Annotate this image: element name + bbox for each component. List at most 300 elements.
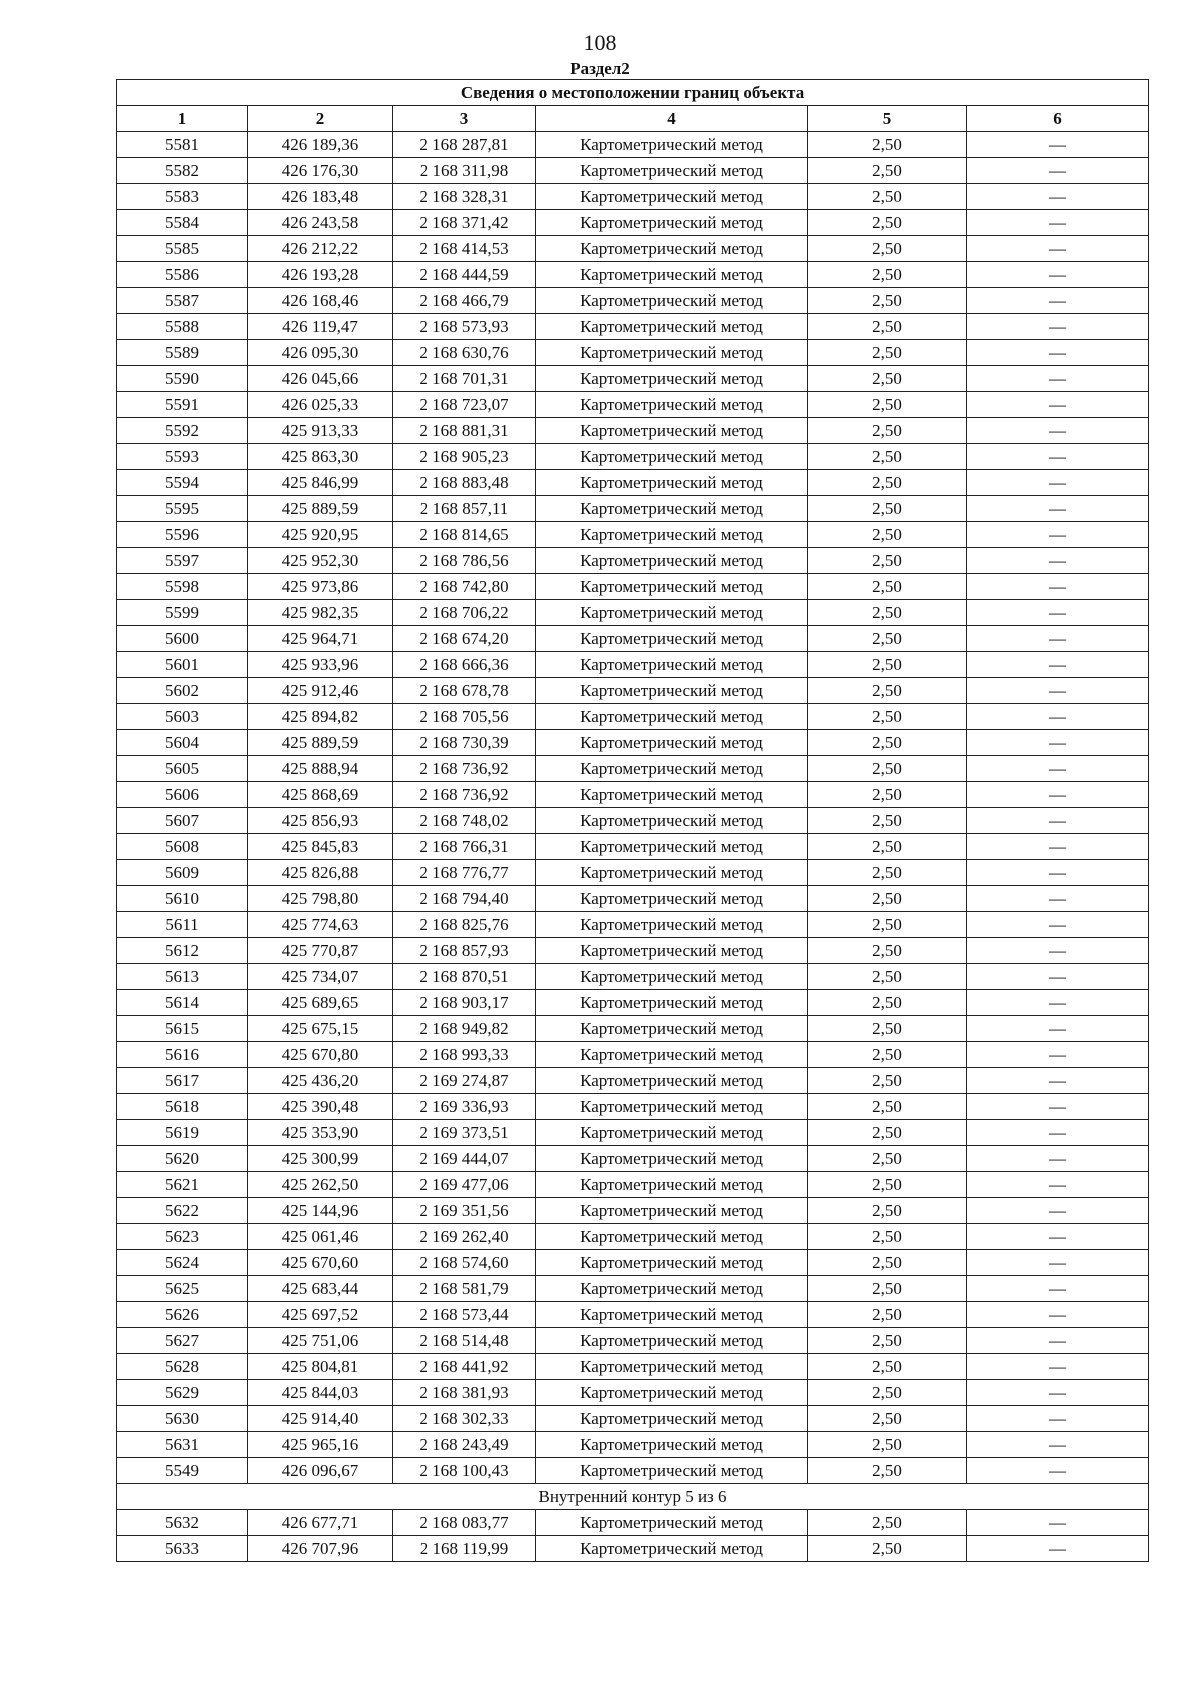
y-coordinate-cell: 2 168 701,31 bbox=[393, 366, 536, 392]
point-number-cell: 5612 bbox=[117, 938, 248, 964]
point-number-cell: 5628 bbox=[117, 1354, 248, 1380]
x-coordinate-cell: 426 096,67 bbox=[248, 1458, 393, 1484]
table-row bbox=[117, 1120, 1149, 1146]
y-coordinate-cell: 2 168 666,36 bbox=[393, 652, 536, 678]
note-cell: — bbox=[967, 808, 1149, 834]
table-row bbox=[117, 1016, 1149, 1042]
x-coordinate-cell: 425 920,95 bbox=[248, 522, 393, 548]
method-cell: Картометрический метод bbox=[536, 288, 808, 314]
y-coordinate-cell: 2 168 441,92 bbox=[393, 1354, 536, 1380]
column-header: 4 bbox=[536, 106, 808, 132]
point-number-cell: 5619 bbox=[117, 1120, 248, 1146]
y-coordinate-cell: 2 169 477,06 bbox=[393, 1172, 536, 1198]
table-row bbox=[117, 184, 1149, 210]
note-cell: — bbox=[967, 1172, 1149, 1198]
method-cell: Картометрический метод bbox=[536, 964, 808, 990]
note-cell: — bbox=[967, 912, 1149, 938]
y-coordinate-cell: 2 168 857,11 bbox=[393, 496, 536, 522]
table-row bbox=[117, 1458, 1149, 1484]
accuracy-cell: 2,50 bbox=[808, 1302, 967, 1328]
x-coordinate-cell: 425 933,96 bbox=[248, 652, 393, 678]
note-cell: — bbox=[967, 418, 1149, 444]
table-row bbox=[117, 574, 1149, 600]
note-cell: — bbox=[967, 132, 1149, 158]
note-cell: — bbox=[967, 886, 1149, 912]
accuracy-cell: 2,50 bbox=[808, 1042, 967, 1068]
table-row bbox=[117, 678, 1149, 704]
point-number-cell: 5582 bbox=[117, 158, 248, 184]
column-header-row bbox=[117, 106, 1149, 132]
x-coordinate-cell: 425 914,40 bbox=[248, 1406, 393, 1432]
accuracy-cell: 2,50 bbox=[808, 1120, 967, 1146]
table-row bbox=[117, 1094, 1149, 1120]
y-coordinate-cell: 2 168 444,59 bbox=[393, 262, 536, 288]
table-row bbox=[117, 1250, 1149, 1276]
x-coordinate-cell: 425 798,80 bbox=[248, 886, 393, 912]
point-number-cell: 5615 bbox=[117, 1016, 248, 1042]
note-cell: — bbox=[967, 574, 1149, 600]
method-cell: Картометрический метод bbox=[536, 366, 808, 392]
method-cell: Картометрический метод bbox=[536, 574, 808, 600]
accuracy-cell: 2,50 bbox=[808, 1016, 967, 1042]
point-number-cell: 5608 bbox=[117, 834, 248, 860]
column-header: 3 bbox=[393, 106, 536, 132]
accuracy-cell: 2,50 bbox=[808, 730, 967, 756]
y-coordinate-cell: 2 168 581,79 bbox=[393, 1276, 536, 1302]
x-coordinate-cell: 425 353,90 bbox=[248, 1120, 393, 1146]
accuracy-cell: 2,50 bbox=[808, 1094, 967, 1120]
method-cell: Картометрический метод bbox=[536, 1432, 808, 1458]
accuracy-cell: 2,50 bbox=[808, 366, 967, 392]
point-number-cell: 5581 bbox=[117, 132, 248, 158]
point-number-cell: 5590 bbox=[117, 366, 248, 392]
point-number-cell: 5610 bbox=[117, 886, 248, 912]
method-cell: Картометрический метод bbox=[536, 444, 808, 470]
table-row bbox=[117, 548, 1149, 574]
table-row bbox=[117, 1276, 1149, 1302]
note-cell: — bbox=[967, 1120, 1149, 1146]
accuracy-cell: 2,50 bbox=[808, 678, 967, 704]
y-coordinate-cell: 2 168 730,39 bbox=[393, 730, 536, 756]
table-row bbox=[117, 340, 1149, 366]
method-cell: Картометрический метод bbox=[536, 236, 808, 262]
method-cell: Картометрический метод bbox=[536, 1224, 808, 1250]
method-cell: Картометрический метод bbox=[536, 1068, 808, 1094]
accuracy-cell: 2,50 bbox=[808, 886, 967, 912]
method-cell: Картометрический метод bbox=[536, 184, 808, 210]
y-coordinate-cell: 2 168 414,53 bbox=[393, 236, 536, 262]
accuracy-cell: 2,50 bbox=[808, 548, 967, 574]
y-coordinate-cell: 2 168 630,76 bbox=[393, 340, 536, 366]
x-coordinate-cell: 425 894,82 bbox=[248, 704, 393, 730]
note-cell: — bbox=[967, 1250, 1149, 1276]
y-coordinate-cell: 2 168 466,79 bbox=[393, 288, 536, 314]
section-title: Раздел2 bbox=[570, 59, 630, 78]
x-coordinate-cell: 425 689,65 bbox=[248, 990, 393, 1016]
method-cell: Картометрический метод bbox=[536, 392, 808, 418]
x-coordinate-cell: 425 683,44 bbox=[248, 1276, 393, 1302]
accuracy-cell: 2,50 bbox=[808, 1406, 967, 1432]
x-coordinate-cell: 425 826,88 bbox=[248, 860, 393, 886]
x-coordinate-cell: 425 262,50 bbox=[248, 1172, 393, 1198]
note-cell: — bbox=[967, 470, 1149, 496]
x-coordinate-cell: 425 868,69 bbox=[248, 782, 393, 808]
y-coordinate-cell: 2 169 373,51 bbox=[393, 1120, 536, 1146]
method-cell: Картометрический метод bbox=[536, 1016, 808, 1042]
method-cell: Картометрический метод bbox=[536, 1094, 808, 1120]
y-coordinate-cell: 2 169 262,40 bbox=[393, 1224, 536, 1250]
y-coordinate-cell: 2 168 574,60 bbox=[393, 1250, 536, 1276]
accuracy-cell: 2,50 bbox=[808, 808, 967, 834]
accuracy-cell: 2,50 bbox=[808, 964, 967, 990]
y-coordinate-cell: 2 168 678,78 bbox=[393, 678, 536, 704]
accuracy-cell: 2,50 bbox=[808, 912, 967, 938]
y-coordinate-cell: 2 168 328,31 bbox=[393, 184, 536, 210]
y-coordinate-cell: 2 168 883,48 bbox=[393, 470, 536, 496]
accuracy-cell: 2,50 bbox=[808, 1172, 967, 1198]
accuracy-cell: 2,50 bbox=[808, 938, 967, 964]
point-number-cell: 5586 bbox=[117, 262, 248, 288]
y-coordinate-cell: 2 168 742,80 bbox=[393, 574, 536, 600]
x-coordinate-cell: 425 889,59 bbox=[248, 730, 393, 756]
y-coordinate-cell: 2 168 736,92 bbox=[393, 756, 536, 782]
accuracy-cell: 2,50 bbox=[808, 1328, 967, 1354]
point-number-cell: 5599 bbox=[117, 600, 248, 626]
table-row bbox=[117, 1224, 1149, 1250]
note-cell: — bbox=[967, 158, 1149, 184]
x-coordinate-cell: 425 390,48 bbox=[248, 1094, 393, 1120]
point-number-cell: 5591 bbox=[117, 392, 248, 418]
contour-label: Внутренний контур 5 из 6 bbox=[117, 1484, 1149, 1510]
table-row bbox=[117, 626, 1149, 652]
y-coordinate-cell: 2 168 949,82 bbox=[393, 1016, 536, 1042]
accuracy-cell: 2,50 bbox=[808, 262, 967, 288]
x-coordinate-cell: 425 734,07 bbox=[248, 964, 393, 990]
method-cell: Картометрический метод bbox=[536, 886, 808, 912]
x-coordinate-cell: 425 300,99 bbox=[248, 1146, 393, 1172]
note-cell: — bbox=[967, 1432, 1149, 1458]
method-cell: Картометрический метод bbox=[536, 132, 808, 158]
method-cell: Картометрический метод bbox=[536, 1042, 808, 1068]
method-cell: Картометрический метод bbox=[536, 1510, 808, 1536]
y-coordinate-cell: 2 168 857,93 bbox=[393, 938, 536, 964]
point-number-cell: 5622 bbox=[117, 1198, 248, 1224]
method-cell: Картометрический метод bbox=[536, 1328, 808, 1354]
x-coordinate-cell: 425 675,15 bbox=[248, 1016, 393, 1042]
accuracy-cell: 2,50 bbox=[808, 990, 967, 1016]
method-cell: Картометрический метод bbox=[536, 704, 808, 730]
method-cell: Картометрический метод bbox=[536, 938, 808, 964]
y-coordinate-cell: 2 168 705,56 bbox=[393, 704, 536, 730]
table-row bbox=[117, 990, 1149, 1016]
note-cell: — bbox=[967, 1198, 1149, 1224]
note-cell: — bbox=[967, 1016, 1149, 1042]
point-number-cell: 5593 bbox=[117, 444, 248, 470]
y-coordinate-cell: 2 168 794,40 bbox=[393, 886, 536, 912]
point-number-cell: 5584 bbox=[117, 210, 248, 236]
note-cell: — bbox=[967, 782, 1149, 808]
point-number-cell: 5632 bbox=[117, 1510, 248, 1536]
method-cell: Картометрический метод bbox=[536, 1406, 808, 1432]
x-coordinate-cell: 425 965,16 bbox=[248, 1432, 393, 1458]
note-cell: — bbox=[967, 964, 1149, 990]
y-coordinate-cell: 2 168 736,92 bbox=[393, 782, 536, 808]
table-head bbox=[117, 80, 1149, 132]
method-cell: Картометрический метод bbox=[536, 1250, 808, 1276]
note-cell: — bbox=[967, 236, 1149, 262]
y-coordinate-cell: 2 169 274,87 bbox=[393, 1068, 536, 1094]
table-body-contour bbox=[117, 1484, 1149, 1510]
note-cell: — bbox=[967, 626, 1149, 652]
accuracy-cell: 2,50 bbox=[808, 158, 967, 184]
note-cell: — bbox=[967, 392, 1149, 418]
table-row bbox=[117, 158, 1149, 184]
x-coordinate-cell: 425 670,80 bbox=[248, 1042, 393, 1068]
point-number-cell: 5629 bbox=[117, 1380, 248, 1406]
table-body-outer-points bbox=[117, 132, 1149, 1484]
x-coordinate-cell: 426 095,30 bbox=[248, 340, 393, 366]
table-row bbox=[117, 860, 1149, 886]
point-number-cell: 5589 bbox=[117, 340, 248, 366]
note-cell: — bbox=[967, 860, 1149, 886]
point-number-cell: 5631 bbox=[117, 1432, 248, 1458]
y-coordinate-cell: 2 168 674,20 bbox=[393, 626, 536, 652]
method-cell: Картометрический метод bbox=[536, 1302, 808, 1328]
table-row bbox=[117, 1328, 1149, 1354]
method-cell: Картометрический метод bbox=[536, 860, 808, 886]
note-cell: — bbox=[967, 704, 1149, 730]
x-coordinate-cell: 425 952,30 bbox=[248, 548, 393, 574]
accuracy-cell: 2,50 bbox=[808, 392, 967, 418]
note-cell: — bbox=[967, 1276, 1149, 1302]
note-cell: — bbox=[967, 1146, 1149, 1172]
y-coordinate-cell: 2 168 748,02 bbox=[393, 808, 536, 834]
accuracy-cell: 2,50 bbox=[808, 756, 967, 782]
y-coordinate-cell: 2 168 302,33 bbox=[393, 1406, 536, 1432]
point-number-cell: 5633 bbox=[117, 1536, 248, 1562]
x-coordinate-cell: 425 844,03 bbox=[248, 1380, 393, 1406]
y-coordinate-cell: 2 168 573,44 bbox=[393, 1302, 536, 1328]
y-coordinate-cell: 2 168 814,65 bbox=[393, 522, 536, 548]
accuracy-cell: 2,50 bbox=[808, 210, 967, 236]
point-number-cell: 5588 bbox=[117, 314, 248, 340]
y-coordinate-cell: 2 168 766,31 bbox=[393, 834, 536, 860]
table-row bbox=[117, 938, 1149, 964]
point-number-cell: 5603 bbox=[117, 704, 248, 730]
x-coordinate-cell: 425 888,94 bbox=[248, 756, 393, 782]
note-cell: — bbox=[967, 496, 1149, 522]
accuracy-cell: 2,50 bbox=[808, 652, 967, 678]
method-cell: Картометрический метод bbox=[536, 496, 808, 522]
table-row bbox=[117, 730, 1149, 756]
note-cell: — bbox=[967, 340, 1149, 366]
x-coordinate-cell: 425 774,63 bbox=[248, 912, 393, 938]
column-header: 2 bbox=[248, 106, 393, 132]
y-coordinate-cell: 2 168 786,56 bbox=[393, 548, 536, 574]
caption-row bbox=[117, 80, 1149, 106]
point-number-cell: 5618 bbox=[117, 1094, 248, 1120]
y-coordinate-cell: 2 168 905,23 bbox=[393, 444, 536, 470]
point-number-cell: 5627 bbox=[117, 1328, 248, 1354]
point-number-cell: 5613 bbox=[117, 964, 248, 990]
accuracy-cell: 2,50 bbox=[808, 1354, 967, 1380]
table-row bbox=[117, 210, 1149, 236]
accuracy-cell: 2,50 bbox=[808, 574, 967, 600]
y-coordinate-cell: 2 169 351,56 bbox=[393, 1198, 536, 1224]
point-number-cell: 5625 bbox=[117, 1276, 248, 1302]
table-row bbox=[117, 1042, 1149, 1068]
accuracy-cell: 2,50 bbox=[808, 418, 967, 444]
x-coordinate-cell: 426 189,36 bbox=[248, 132, 393, 158]
table-row bbox=[117, 1198, 1149, 1224]
table-row bbox=[117, 1146, 1149, 1172]
accuracy-cell: 2,50 bbox=[808, 470, 967, 496]
table-row bbox=[117, 496, 1149, 522]
y-coordinate-cell: 2 169 336,93 bbox=[393, 1094, 536, 1120]
table-row bbox=[117, 314, 1149, 340]
table-row bbox=[117, 236, 1149, 262]
accuracy-cell: 2,50 bbox=[808, 860, 967, 886]
x-coordinate-cell: 426 193,28 bbox=[248, 262, 393, 288]
x-coordinate-cell: 426 176,30 bbox=[248, 158, 393, 184]
note-cell: — bbox=[967, 366, 1149, 392]
note-cell: — bbox=[967, 1224, 1149, 1250]
y-coordinate-cell: 2 168 993,33 bbox=[393, 1042, 536, 1068]
method-cell: Картометрический метод bbox=[536, 600, 808, 626]
y-coordinate-cell: 2 168 903,17 bbox=[393, 990, 536, 1016]
method-cell: Картометрический метод bbox=[536, 1380, 808, 1406]
accuracy-cell: 2,50 bbox=[808, 132, 967, 158]
note-cell: — bbox=[967, 314, 1149, 340]
table-row bbox=[117, 1406, 1149, 1432]
method-cell: Картометрический метод bbox=[536, 1198, 808, 1224]
point-number-cell: 5583 bbox=[117, 184, 248, 210]
table-row bbox=[117, 756, 1149, 782]
note-cell: — bbox=[967, 1094, 1149, 1120]
x-coordinate-cell: 425 751,06 bbox=[248, 1328, 393, 1354]
note-cell: — bbox=[967, 1380, 1149, 1406]
note-cell: — bbox=[967, 548, 1149, 574]
point-number-cell: 5605 bbox=[117, 756, 248, 782]
accuracy-cell: 2,50 bbox=[808, 1432, 967, 1458]
table-row bbox=[117, 834, 1149, 860]
method-cell: Картометрический метод bbox=[536, 1458, 808, 1484]
x-coordinate-cell: 425 912,46 bbox=[248, 678, 393, 704]
point-number-cell: 5596 bbox=[117, 522, 248, 548]
note-cell: — bbox=[967, 262, 1149, 288]
table-row bbox=[117, 886, 1149, 912]
x-coordinate-cell: 426 677,71 bbox=[248, 1510, 393, 1536]
table-row bbox=[117, 964, 1149, 990]
y-coordinate-cell: 2 168 083,77 bbox=[393, 1510, 536, 1536]
method-cell: Картометрический метод bbox=[536, 1354, 808, 1380]
point-number-cell: 5587 bbox=[117, 288, 248, 314]
method-cell: Картометрический метод bbox=[536, 730, 808, 756]
table-caption: Сведения о местоположении границ объекта bbox=[117, 80, 1149, 106]
accuracy-cell: 2,50 bbox=[808, 184, 967, 210]
x-coordinate-cell: 425 845,83 bbox=[248, 834, 393, 860]
table-row bbox=[117, 366, 1149, 392]
point-number-cell: 5620 bbox=[117, 1146, 248, 1172]
note-cell: — bbox=[967, 730, 1149, 756]
x-coordinate-cell: 425 144,96 bbox=[248, 1198, 393, 1224]
accuracy-cell: 2,50 bbox=[808, 288, 967, 314]
method-cell: Картометрический метод bbox=[536, 1172, 808, 1198]
page-number: 108 bbox=[583, 30, 617, 55]
accuracy-cell: 2,50 bbox=[808, 1380, 967, 1406]
y-coordinate-cell: 2 168 311,98 bbox=[393, 158, 536, 184]
x-coordinate-cell: 425 846,99 bbox=[248, 470, 393, 496]
point-number-cell: 5609 bbox=[117, 860, 248, 886]
point-number-cell: 5592 bbox=[117, 418, 248, 444]
y-coordinate-cell: 2 168 287,81 bbox=[393, 132, 536, 158]
method-cell: Картометрический метод bbox=[536, 652, 808, 678]
point-number-cell: 5607 bbox=[117, 808, 248, 834]
y-coordinate-cell: 2 168 371,42 bbox=[393, 210, 536, 236]
x-coordinate-cell: 425 913,33 bbox=[248, 418, 393, 444]
note-cell: — bbox=[967, 522, 1149, 548]
table-row bbox=[117, 1354, 1149, 1380]
y-coordinate-cell: 2 168 706,22 bbox=[393, 600, 536, 626]
method-cell: Картометрический метод bbox=[536, 1146, 808, 1172]
point-number-cell: 5598 bbox=[117, 574, 248, 600]
x-coordinate-cell: 425 973,86 bbox=[248, 574, 393, 600]
table-row bbox=[117, 288, 1149, 314]
x-coordinate-cell: 426 183,48 bbox=[248, 184, 393, 210]
method-cell: Картометрический метод bbox=[536, 418, 808, 444]
note-cell: — bbox=[967, 1328, 1149, 1354]
point-number-cell: 5606 bbox=[117, 782, 248, 808]
method-cell: Картометрический метод bbox=[536, 470, 808, 496]
point-number-cell: 5611 bbox=[117, 912, 248, 938]
y-coordinate-cell: 2 168 119,99 bbox=[393, 1536, 536, 1562]
point-number-cell: 5549 bbox=[117, 1458, 248, 1484]
accuracy-cell: 2,50 bbox=[808, 1068, 967, 1094]
x-coordinate-cell: 425 436,20 bbox=[248, 1068, 393, 1094]
point-number-cell: 5617 bbox=[117, 1068, 248, 1094]
note-cell: — bbox=[967, 990, 1149, 1016]
note-cell: — bbox=[967, 1068, 1149, 1094]
note-cell: — bbox=[967, 600, 1149, 626]
accuracy-cell: 2,50 bbox=[808, 1510, 967, 1536]
note-cell: — bbox=[967, 444, 1149, 470]
note-cell: — bbox=[967, 210, 1149, 236]
column-header: 6 bbox=[967, 106, 1149, 132]
point-number-cell: 5594 bbox=[117, 470, 248, 496]
x-coordinate-cell: 425 697,52 bbox=[248, 1302, 393, 1328]
note-cell: — bbox=[967, 1042, 1149, 1068]
note-cell: — bbox=[967, 1406, 1149, 1432]
method-cell: Картометрический метод bbox=[536, 990, 808, 1016]
x-coordinate-cell: 426 243,58 bbox=[248, 210, 393, 236]
note-cell: — bbox=[967, 184, 1149, 210]
method-cell: Картометрический метод bbox=[536, 1536, 808, 1562]
accuracy-cell: 2,50 bbox=[808, 1536, 967, 1562]
table-row bbox=[117, 392, 1149, 418]
method-cell: Картометрический метод bbox=[536, 1276, 808, 1302]
table-row bbox=[117, 1510, 1149, 1536]
table-row bbox=[117, 522, 1149, 548]
method-cell: Картометрический метод bbox=[536, 678, 808, 704]
x-coordinate-cell: 425 770,87 bbox=[248, 938, 393, 964]
table-row bbox=[117, 912, 1149, 938]
boundary-coordinates-table bbox=[116, 79, 1149, 1562]
accuracy-cell: 2,50 bbox=[808, 314, 967, 340]
accuracy-cell: 2,50 bbox=[808, 444, 967, 470]
table-row bbox=[117, 1536, 1149, 1562]
note-cell: — bbox=[967, 652, 1149, 678]
x-coordinate-cell: 425 964,71 bbox=[248, 626, 393, 652]
